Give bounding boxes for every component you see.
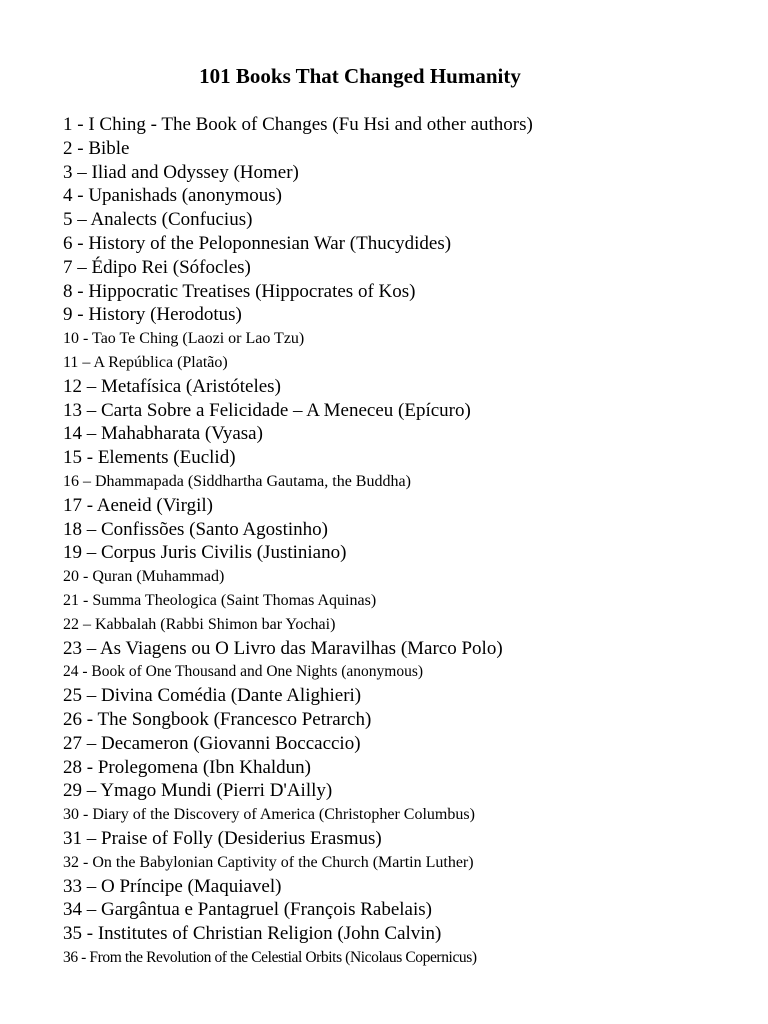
list-item: 27 – Decameron (Giovanni Boccaccio) [63,732,361,754]
list-item: 6 - History of the Peloponnesian War (Thucydides) [63,232,452,254]
list-item: 2 - Bible [63,137,130,159]
list-item: 14 – Mahabharata (Vyasa) [63,423,263,445]
list-item: 11 – A República (Platão) [63,353,228,371]
document-title: 101 Books That Changed Humanity [199,64,521,88]
list-item: 19 – Corpus Juris Civilis (Justiniano) [63,542,347,564]
list-item: 29 – Ymago Mundi (Pierri D'Ailly) [63,780,333,802]
list-item: 17 - Aeneid (Virgil) [63,494,213,516]
list-item: 12 – Metafísica (Aristóteles) [63,375,281,397]
list-item: 1 - I Ching - The Book of Changes (Fu Hsi and other authors) [63,114,533,135]
list-item: 28 - Prolegomena (Ibn Khaldun) [63,756,311,778]
list-item: 30 - Diary of the Discovery of America (Christopher Columbus) [63,806,475,824]
book-list [63,114,533,971]
list-item: 26 - The Songbook (Francesco Petrarch) [63,708,372,730]
list-item: 31 – Praise of Folly (Desiderius Erasmus) [63,827,382,849]
list-item: 32 - On the Babylonian Captivity of the Church (Martin Luther) [63,853,474,871]
list-item: 23 – As Viagens ou O Livro das Maravilhas (Marco Polo) [63,637,503,659]
list-item: 35 - Institutes of Christian Religion (John Calvin) [63,923,442,945]
list-item: 9 - History (Herodotus) [63,304,242,326]
list-item: 25 – Divina Comédia (Dante Alighieri) [63,685,362,707]
list-item: 33 – O Príncipe (Maquiavel) [63,875,282,897]
list-item: 20 - Quran (Muhammad) [63,568,225,586]
list-item: 10 - Tao Te Ching (Laozi or Lao Tzu) [63,330,305,348]
list-item: 7 – Édipo Rei (Sófocles) [63,256,251,278]
list-item: 8 - Hippocratic Treatises (Hippocrates of Kos) [63,280,416,302]
list-item: 36 - From the Revolution of the Celestial Orbits (Nicolaus Copernicus) [63,948,477,966]
list-item: 22 – Kabbalah (Rabbi Shimon bar Yochai) [63,615,336,633]
list-item: 15 - Elements (Euclid) [63,447,236,469]
list-item: 16 – Dhammapada (Siddhartha Gautama, the Buddha) [63,472,411,490]
list-item: 13 – Carta Sobre a Felicidade – A Meneceu (Epícuro) [63,399,471,421]
list-item: 34 – Gargântua e Pantagruel (François Rabelais) [63,899,432,921]
list-item: 3 – Iliad and Odyssey (Homer) [63,161,299,183]
list-item: 5 – Analects (Confucius) [63,209,253,231]
list-item: 18 – Confissões (Santo Agostinho) [63,518,328,540]
list-item: 21 - Summa Theologica (Saint Thomas Aquinas) [63,591,377,609]
list-item: 4 - Upanishads (anonymous) [63,185,282,207]
list-item: 24 - Book of One Thousand and One Nights (anonymous) [63,663,424,681]
